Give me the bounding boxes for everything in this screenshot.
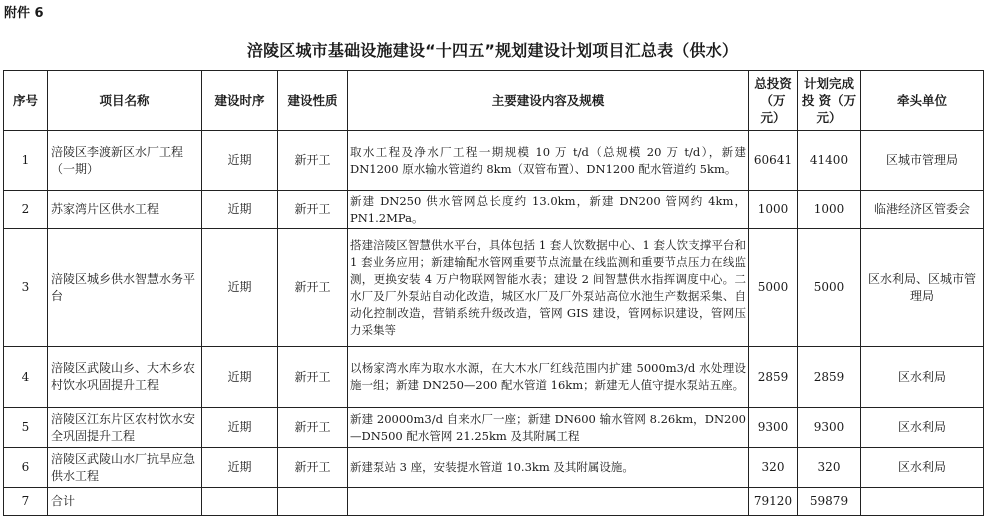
row-investment: 2859 [749, 347, 798, 408]
row-no: 4 [4, 347, 48, 408]
table-row [4, 229, 984, 347]
row-project-name: 涪陵区武陵山水厂抗旱应急供水工程 [48, 448, 202, 488]
row-content: 以杨家湾水库为取水水源，在大木水厂红线范围内扩建 5000m3/d 水处理设施一组；新建 DN250—200 配水管道 16km；新建无人值守提水泵站五座。 [348, 347, 749, 408]
row-planned: 1000 [798, 191, 861, 229]
row-project-name: 涪陵区武陵山乡、大木乡农村饮水巩固提升工程 [48, 347, 202, 408]
row-lead-unit: 区水利局 [861, 448, 984, 488]
header-timing: 建设时序 [202, 71, 278, 131]
header-planned: 计划完成投 资（万元） [798, 71, 861, 131]
header-lead-unit: 牵头单位 [861, 71, 984, 131]
table-row [4, 448, 984, 488]
row-investment: 320 [749, 448, 798, 488]
row-project-name: 苏家湾片区供水工程 [48, 191, 202, 229]
total-planned: 59879 [798, 488, 861, 516]
empty-cell [348, 488, 749, 516]
row-nature: 新开工 [278, 131, 348, 191]
row-investment: 1000 [749, 191, 798, 229]
attachment-label: 附件 6 [4, 6, 44, 21]
row-content: 取水工程及净水厂工程一期规模 10 万 t/d（总规模 20 万 t/d），新建 DN1200 原水输水管道约 8km（双管布置）、DN1200 配水管道约 5km。 [348, 131, 749, 191]
row-timing: 近期 [202, 448, 278, 488]
table-row [4, 131, 984, 191]
row-content: 新建泵站 3 座，安装提水管道 10.3km 及其附属设施。 [348, 448, 749, 488]
row-planned: 41400 [798, 131, 861, 191]
row-lead-unit: 区水利局、区城市管理局 [861, 229, 984, 347]
row-planned: 2859 [798, 347, 861, 408]
table-row [4, 347, 984, 408]
header-project-name: 项目名称 [48, 71, 202, 131]
total-no: 7 [4, 488, 48, 516]
row-nature: 新开工 [278, 347, 348, 408]
row-planned: 320 [798, 448, 861, 488]
empty-cell [861, 488, 984, 516]
total-investment: 79120 [749, 488, 798, 516]
row-timing: 近期 [202, 229, 278, 347]
header-no: 序号 [4, 71, 48, 131]
row-no: 5 [4, 408, 48, 448]
row-project-name: 涪陵区江东片区农村饮水安全巩固提升工程 [48, 408, 202, 448]
row-investment: 5000 [749, 229, 798, 347]
row-timing: 近期 [202, 408, 278, 448]
row-content: 新建 DN250 供水管网总长度约 13.0km，新建 DN200 管网约 4km，PN1.2MPa。 [348, 191, 749, 229]
empty-cell [278, 488, 348, 516]
row-no: 2 [4, 191, 48, 229]
row-nature: 新开工 [278, 191, 348, 229]
row-investment: 60641 [749, 131, 798, 191]
row-planned: 9300 [798, 408, 861, 448]
row-investment: 9300 [749, 408, 798, 448]
row-no: 1 [4, 131, 48, 191]
row-project-name: 涪陵区城乡供水智慧水务平台 [48, 229, 202, 347]
row-planned: 5000 [798, 229, 861, 347]
row-nature: 新开工 [278, 448, 348, 488]
header-nature: 建设性质 [278, 71, 348, 131]
project-summary-table [3, 70, 984, 516]
row-timing: 近期 [202, 131, 278, 191]
table-row [4, 191, 984, 229]
row-timing: 近期 [202, 191, 278, 229]
table-row [4, 408, 984, 448]
row-lead-unit: 区水利局 [861, 408, 984, 448]
row-no: 3 [4, 229, 48, 347]
row-lead-unit: 区水利局 [861, 347, 984, 408]
header-investment: 总投资（万元） [749, 71, 798, 131]
total-label: 合计 [48, 488, 202, 516]
row-lead-unit: 区城市管理局 [861, 131, 984, 191]
row-lead-unit: 临港经济区管委会 [861, 191, 984, 229]
row-nature: 新开工 [278, 408, 348, 448]
page-title: 涪陵区城市基础设施建设“十四五”规划建设计划项目汇总表（供水） [246, 41, 739, 60]
empty-cell [202, 488, 278, 516]
row-content: 搭建涪陵区智慧供水平台，具体包括 1 套人饮数据中心、1 套人饮支撑平台和 1 套业务应用；新建输配水管网重要节点流量在线监测和重要节点压力在线监测，更换安装 4 万户物联网智能水表；建设 2 间智慧供水指挥调度中心。二水厂及厂外泵站自动化改造，城区水厂及厂外泵站高位水池生产数据采集、自动化控制改造，营销系统升级改造，管网 GIS 建设，管网标识建设，管网压力采集等 [348, 229, 749, 347]
row-project-name: 涪陵区李渡新区水厂工程（一期） [48, 131, 202, 191]
table-header-row [4, 71, 984, 131]
total-row [4, 488, 984, 516]
row-nature: 新开工 [278, 229, 348, 347]
header-content: 主要建设内容及规模 [348, 71, 749, 131]
row-content: 新建 20000m3/d 自来水厂一座；新建 DN600 输水管网 8.26km，DN200—DN500 配水管网 21.25km 及其附属工程 [348, 408, 749, 448]
row-timing: 近期 [202, 347, 278, 408]
row-no: 6 [4, 448, 48, 488]
